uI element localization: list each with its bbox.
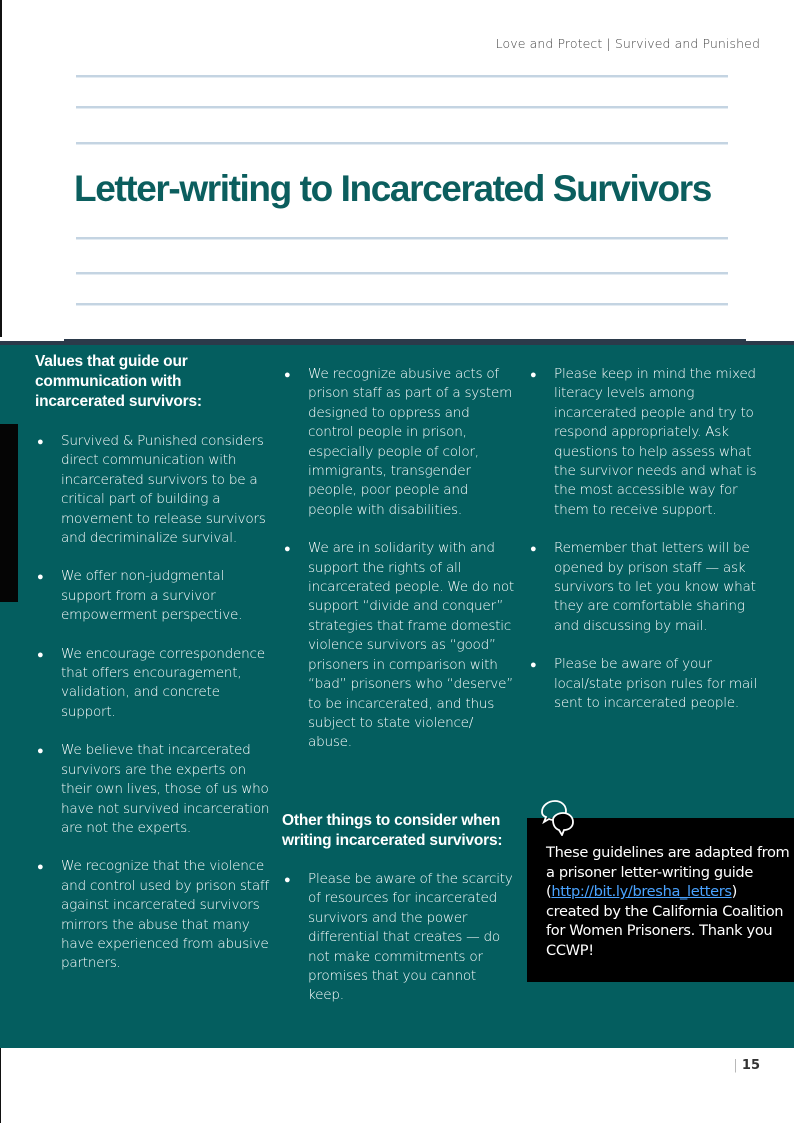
list-item: ● We encourage correspondence that offers encouragement, validation, and concrete support. — [37, 645, 265, 720]
bullet-icon: ● — [530, 658, 537, 672]
notebook-rule — [76, 237, 728, 240]
bresha-letters-link[interactable]: http://bit.ly/bresha_letters — [551, 883, 732, 900]
notebook-rule — [76, 75, 728, 78]
list-item: ● Survived & Punished considers direct communication with incarcerated survivors to be a critical part of building a movement to release survivors and decriminalize survival. — [37, 433, 266, 547]
side-tab — [0, 424, 18, 602]
page-left-border-lower — [0, 1048, 1, 1123]
list-item: ● Please keep in mind the mixed literacy levels among incarcerated people and try to respond appropriately. Ask questions to help assess what the survivor needs and what is the most accessible way for them to receive support. — [530, 366, 757, 518]
considerations-heading: Other things to consider when writing incarcerated survivors: — [282, 812, 503, 849]
values-heading: Values that guide our communication with incarcerated survivors: — [35, 353, 202, 410]
list-item: ● We are in solidarity with and support the rights of all incarcerated people. We do not support “divide and conquer” strategies that frame domestic violence survivors as “good” prisoners in comparison with “bad” prisoners who “deserve” to be incarcerated, and thus subject to state violence/ abuse. — [284, 540, 514, 751]
bullet-icon: ● — [37, 647, 44, 661]
page-number: | 15 — [733, 1058, 760, 1073]
list-item: ● Please be aware of the scarcity of resources for incarcerated survivors and the power differential that creates — do not make commitments or promises that you cannot keep. — [284, 871, 513, 1004]
speech-bubbles-icon — [538, 798, 578, 836]
considerations-list-continued — [528, 365, 768, 733]
bullet-icon: ● — [530, 542, 537, 556]
bullet-icon: ● — [37, 435, 44, 448]
bullet-icon: ● — [284, 873, 291, 886]
running-header: Love and Protect | Survived and Punished — [495, 36, 760, 51]
list-item: ● We offer non-judgmental support from a survivor empowerment perspective. — [37, 568, 243, 624]
notebook-rule — [76, 303, 728, 306]
page-title: Letter-writing to Incarcerated Survivors — [74, 168, 711, 209]
list-item: ● Please be aware of your local/state prison rules for mail sent to incarcerated people. — [530, 656, 757, 712]
bullet-icon: ● — [284, 368, 291, 381]
page-left-border — [0, 0, 2, 340]
values-list — [35, 432, 273, 993]
values-list-continued — [282, 365, 514, 772]
notebook-rule — [76, 106, 728, 109]
bullet-icon: ● — [530, 368, 537, 381]
list-item: ● We recognize abusive acts of prison staff as part of a system designed to oppress and control people in prison, especially people of color, immigrants, transgender people, poor people and people with disabilities. — [284, 366, 513, 518]
panel-edge-notch-right — [746, 337, 794, 341]
bullet-icon: ● — [37, 860, 44, 874]
notebook-rule — [76, 142, 728, 145]
panel-edge-notch-left — [0, 337, 64, 341]
bullet-icon: ● — [37, 744, 44, 758]
list-item: ● Remember that letters will be opened by prison staff — ask survivors to let you know what they are comfortable sharing and discussing by mail. — [530, 540, 756, 634]
considerations-list — [282, 870, 514, 1025]
bullet-icon: ● — [284, 542, 291, 556]
notebook-rule — [76, 272, 728, 275]
callout-text: These guidelines are adapted from a prisoner letter-writing guide (http://bit.ly/bresha_letters) created by the California Coalition for Women Prisoners. Thank you CCWP! — [546, 844, 790, 959]
list-item: ● We believe that incarcerated survivors are the experts on their own lives, those of us who have not survived incarceration are not the experts. — [37, 742, 270, 836]
bullet-icon: ● — [37, 570, 44, 584]
list-item: ● We recognize that the violence and control used by prison staff against incarcerated survivors mirrors the abuse that many have experienced from abusive partners. — [37, 858, 269, 972]
